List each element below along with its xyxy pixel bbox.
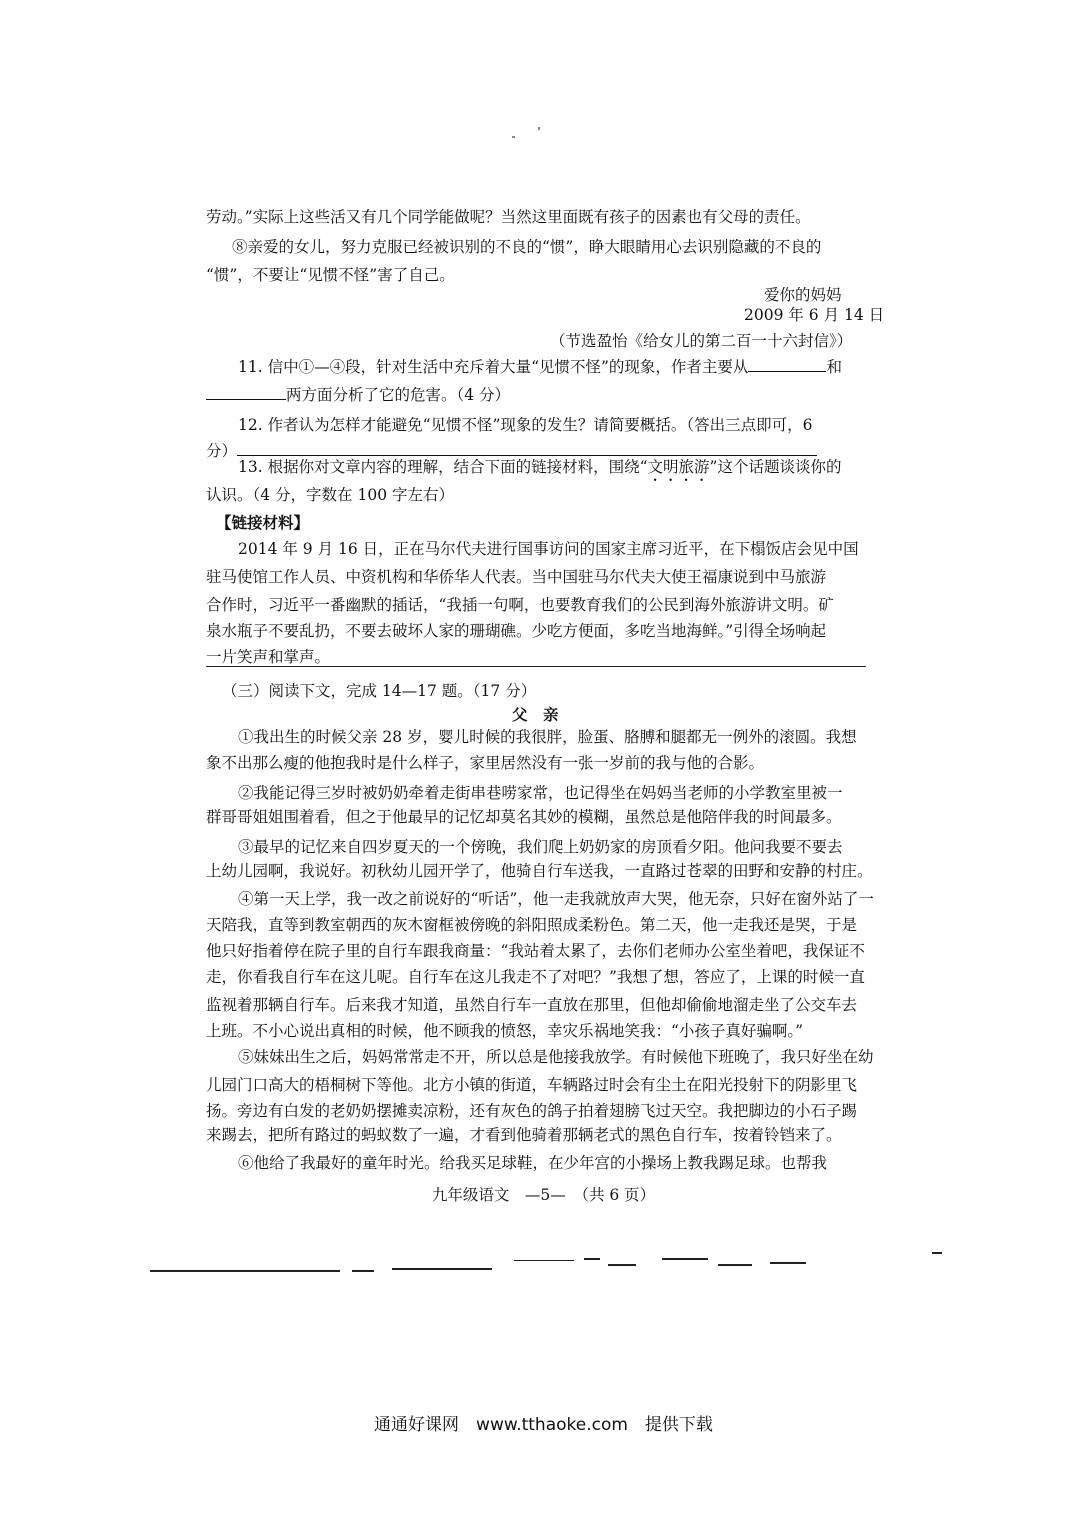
scan-edge [392, 1268, 492, 1270]
answer-blank[interactable] [206, 385, 286, 400]
question-12-score: 分） [206, 442, 238, 460]
scan-edge [932, 1252, 942, 1254]
letter-paragraph-8-line-2: “惯”，不要让“见惯不怪”害了自己。 [206, 266, 455, 284]
article-line: ③最早的记忆来自四岁夏天的一个傍晚，我们爬上奶奶家的房顶看夕阳。他问我要不要去 [238, 838, 843, 856]
article-line: 走，你看我自行车在这儿呢。自行车在这儿我走不了对吧？”我想了想，答应了，上课的时候一直 [206, 968, 865, 986]
scan-edge [352, 1270, 374, 1272]
article-line: 群哥哥姐姐围着看，但之于他最早的记忆却莫名其妙的模糊，虽然总是他陪伴我的时间最多。 [206, 808, 842, 826]
question-12-line-1: 12. 作者认为怎样才能避免“见惯不怪”现象的发生？请简要概括。（答出三点即可，6 [238, 416, 813, 434]
scan-edge [770, 1262, 806, 1264]
answer-blank[interactable] [748, 357, 826, 372]
article-line: 象不出那么瘦的他抱我时是什么样子，家里居然没有一张一岁前的我与他的合影。 [206, 754, 765, 772]
letter-continuation: 劳动。”实际上这些活又有几个同学能做呢？当然这里面既有孩子的因素也有父母的责任。 [206, 208, 811, 226]
article-line: ②我能记得三岁时被奶奶牵着走街串巷唠家常，也记得坐在妈妈当老师的小学教室里被一 [238, 784, 843, 802]
link-material-line: 合作时，习近平一番幽默的插话，“我插一句啊，也要教育我们的公民到海外旅游讲文明。矿 [206, 596, 834, 614]
question-13-topic: 文明旅游 [647, 458, 710, 476]
download-source-footer: 通通好课网 www.tthaoke.com 提供下载 [374, 1415, 713, 1435]
page-footer: 九年级语文 —5— （共 6 页） [431, 1186, 656, 1204]
article-line: 上幼儿园啊，我说好。初秋幼儿园开学了，他骑自行车送我，一直路过苍翠的田野和安静的村庄。 [206, 862, 873, 880]
article-line: ⑥他给了我最好的童年时光。给我买足球鞋，在少年宫的小操场上教我踢足球。也帮我 [238, 1154, 828, 1172]
answer-blank[interactable] [237, 441, 817, 456]
article-line: 上班。不小心说出真相的时候，他不顾我的愤怒，幸灾乐祸地笑我：“小孩子真好骗啊。” [206, 1022, 804, 1040]
question-11-text: 11. 信中①—④段，针对生活中充斥着大量“见惯不怪”的现象，作者主要从 [238, 358, 749, 376]
article-line: 儿园门口高大的梧桐树下等他。北方小镇的街道，车辆路过时会有尘土在阳光投射下的阴影里飞 [206, 1076, 858, 1094]
section-3-header: （三）阅读下文，完成 14—17 题。（17 分） [222, 682, 537, 700]
link-material-line: 2014 年 9 月 16 日，正在马尔代夫进行国事访问的国家主席习近平，在下榻饭店会见中国 [238, 540, 859, 558]
link-material-line: 泉水瓶子不要乱扔，不要去破坏人家的珊瑚礁。少吃方便面，多吃当地海鲜。”引得全场响起 [206, 622, 827, 640]
link-material-line: 驻马使馆工作人员、中资机构和华侨华人代表。当中国驻马尔代夫大使王福康说到中马旅游 [206, 568, 827, 586]
article-line: 他只好指着停在院子里的自行车跟我商量：“我站着太累了，去你们老师办公室坐着吧，我保证不 [206, 942, 865, 960]
scan-speck [512, 136, 515, 138]
letter-paragraph-8-line-1: ⑧亲爱的女儿，努力克服已经被识别的不良的“惯”，睁大眼睛用心去识别隐藏的不良的 [232, 238, 822, 256]
scan-edge [662, 1258, 708, 1260]
question-13-text-b: ”这个话题谈谈你的 [709, 458, 842, 476]
scan-edge [718, 1264, 752, 1266]
scan-edge [584, 1258, 600, 1260]
question-11-and: 和 [826, 358, 842, 376]
scan-edge [150, 1270, 340, 1272]
article-line: 天陪我，直等到教室朝西的灰木窗框被傍晚的斜阳照成柔粉色。第二天，他一走我还是哭，于是 [206, 916, 858, 934]
question-11-line-1 [238, 356, 842, 378]
article-line: 来踢去，把所有路过的蚂蚁数了一遍，才看到他骑着那辆老式的黑色自行车，按着铃铛来了。 [206, 1126, 842, 1144]
article-line: ⑤妹妹出生之后，妈妈常常走不开，所以总是他接我放学。有时候他下班晚了，我只好坐在幼 [238, 1048, 874, 1066]
question-13-line-2: 认识。（4 分，字数在 100 字左右） [206, 486, 454, 504]
link-material-heading: 【链接材料】 [216, 513, 310, 532]
link-material-line: 一片笑声和掌声。 [206, 648, 331, 666]
answer-rule[interactable] [206, 666, 866, 667]
article-title: 父 亲 [512, 705, 559, 724]
question-11-tail: 两方面分析了它的危害。（4 分） [286, 386, 511, 404]
article-line: ④第一天上学，我一改之前说好的“听话”，他一走我就放声大哭，他无奈，只好在窗外站了一 [238, 890, 874, 908]
letter-signature: 爱你的妈妈 [764, 286, 842, 304]
letter-date: 2009 年 6 月 14 日 [744, 306, 885, 324]
article-line: 监视着那辆自行车。后来我才知道，虽然自行车一直放在那里，但他却偷偷地溜走坐了公交车去 [206, 996, 858, 1014]
article-line: ①我出生的时候父亲 28 岁，婴儿时候的我很胖，脸蛋、胳膊和腿都无一例外的滚圆。我想 [238, 728, 857, 746]
scan-edge [514, 1260, 574, 1261]
scan-speck [538, 127, 540, 130]
letter-source: （节选盈怡《给女儿的第二百一十六封信》） [550, 332, 853, 350]
question-13-line-1 [238, 456, 841, 485]
article-line: 扬。旁边有白发的老奶奶摆摊卖凉粉，还有灰色的鸽子拍着翅膀飞过天空。我把脚边的小石子踢 [206, 1102, 858, 1120]
scan-edge [608, 1264, 636, 1266]
question-13-text-a: 13. 根据你对文章内容的理解，结合下面的链接材料，围绕“ [238, 458, 648, 476]
question-11-line-2 [206, 384, 510, 406]
